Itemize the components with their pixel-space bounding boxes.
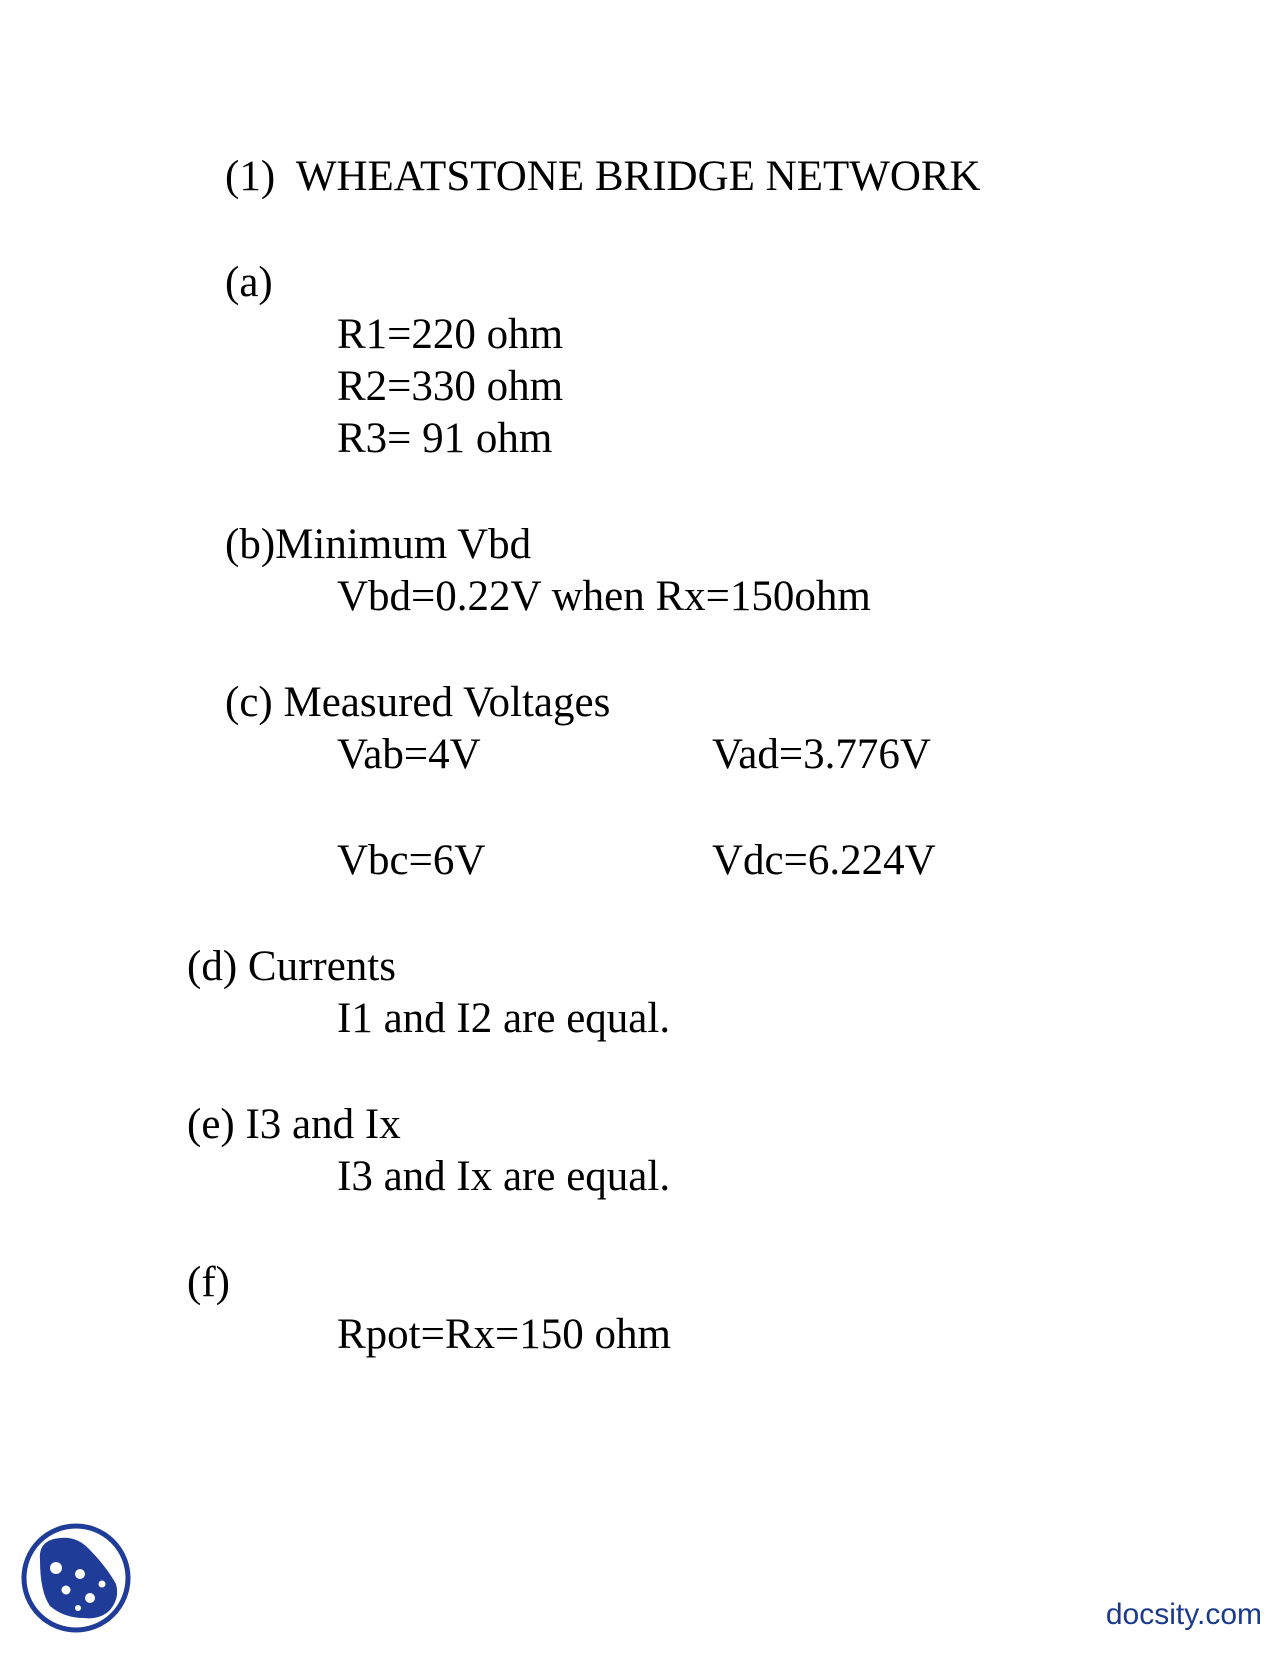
part-a-r3: R3= 91 ohm	[337, 415, 553, 462]
part-c-vbc: Vbc=6V	[337, 837, 486, 884]
part-f-text: Rpot=Rx=150 ohm	[337, 1311, 672, 1358]
part-c-label: (c) Measured Voltages	[225, 679, 611, 726]
part-c-vad: Vad=3.776V	[712, 731, 931, 778]
part-a-r1: R1=220 ohm	[337, 311, 564, 358]
part-d-label: (d) Currents	[187, 943, 396, 990]
part-e-label: (e) I3 and Ix	[187, 1101, 401, 1148]
part-b-label: (b)Minimum Vbd	[225, 521, 532, 568]
docsity-brand-text[interactable]: docsity.com	[1105, 1598, 1262, 1631]
docsity-logo-icon	[20, 1522, 132, 1634]
part-a-label: (a)	[225, 259, 273, 306]
part-c-vdc: Vdc=6.224V	[712, 837, 936, 884]
part-e-text: I3 and Ix are equal.	[337, 1153, 671, 1200]
part-c-vab: Vab=4V	[337, 731, 481, 778]
part-f-label: (f)	[187, 1259, 230, 1306]
part-a-r2: R2=330 ohm	[337, 363, 564, 410]
document-title: (1) WHEATSTONE BRIDGE NETWORK	[225, 153, 981, 200]
part-d-text: I1 and I2 are equal.	[337, 995, 671, 1042]
part-b-vbd: Vbd=0.22V when Rx=150ohm	[337, 573, 871, 620]
